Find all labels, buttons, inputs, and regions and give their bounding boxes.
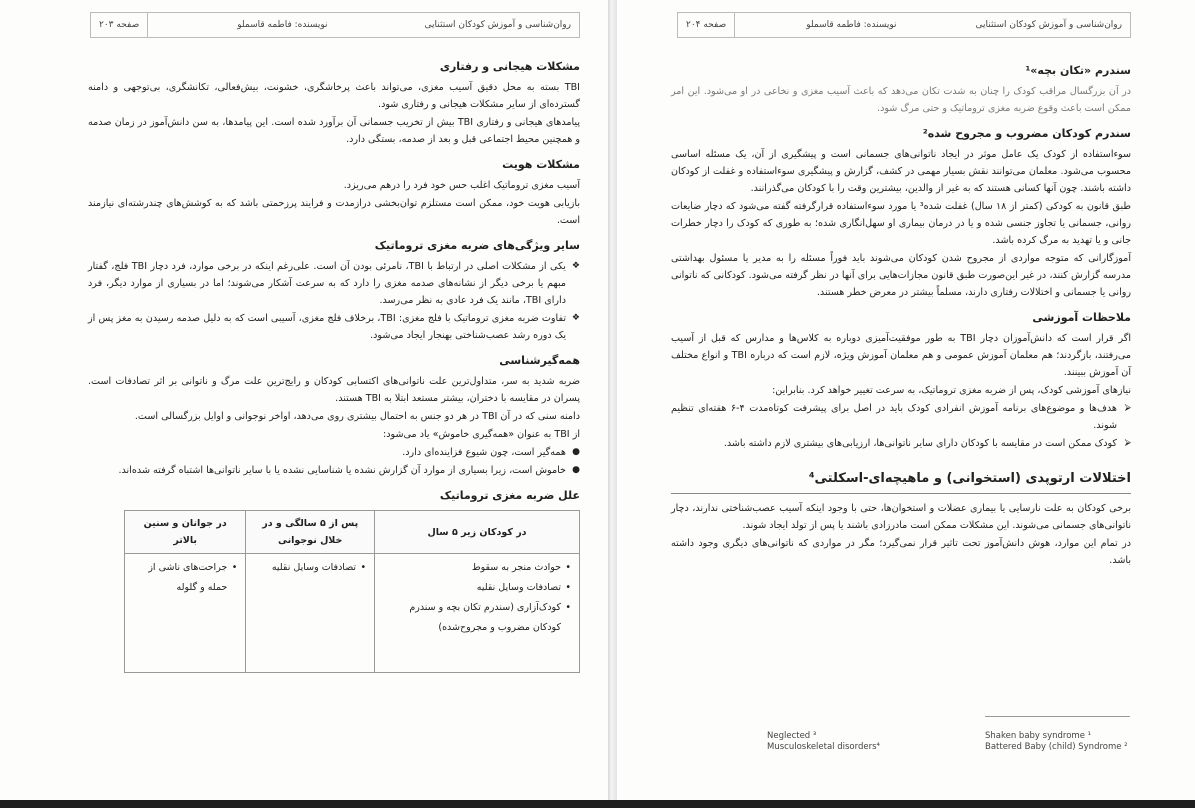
list-item: ⮚ هدف‌ها و موضوع‌های برنامه آموزش انفرادی کودک باید در اصل برای پیشرفت کوتاه‌مدت ۴-۶ هفته‌ای تنظیم شوند.: [671, 400, 1117, 434]
cause-item: • حوادث منجر به سقوط: [383, 558, 571, 578]
header-book-title: روان‌شناسی و آموزش کودکان استثنایی: [424, 20, 571, 30]
section-title: همه‌گیرشناسی: [499, 354, 580, 367]
paragraph: آسیب مغزی تروماتیک اغلب حس خود فرد را درهم می‌ریزد.: [343, 180, 580, 191]
cause-item: • تصادفات وسایل نقلیه: [383, 578, 571, 598]
arrow-check-icon: ⮚: [1124, 438, 1131, 448]
paragraph: طبق قانون به کودکی (کمتر از ۱۸ سال) غفلت شده³ یا مورد سوءاستفاده قرارگرفته گفته می‌شود که دچار ضایعات روانی، جسمانی یا تجاوز جنسی شده و یا در درمان بیماری او سهل‌انگاری شده؛ به طوری که کودک را دچار خطرات جانی و یا تهدید به مرگ کرده باشد.: [671, 201, 1131, 246]
section-title: اختلالات ارتوپدی (استخوانی) و ماهیچه‌ای-اسکلتی⁴: [808, 471, 1131, 486]
paragraph: دامنه سنی که در آن TBI در هر دو جنس به احتمال بیشتری روی می‌دهد، اواخر نوجوانی و اوایل بزرگسالی است.: [134, 411, 580, 422]
section-title: ملاحظات آموزشی: [1032, 311, 1131, 324]
header-page-number: صفحه ۲۰۴: [678, 13, 735, 37]
paragraph: در آن بزرگسال مراقب کودک را چنان به شدت تکان می‌دهد که باعث آسیب مغزی و نخاعی در او می‌شود. این امر ممکن است باعث وقوع ضربه مغزی تروماتیک و حتی مرگ شود.: [671, 86, 1131, 114]
footnote: Musculoskeletal disorders⁴: [767, 742, 880, 752]
viewer-bottom-edge: [0, 800, 1195, 808]
section-title: سایر ویژگی‌های ضربه مغزی تروماتیک: [374, 239, 580, 252]
diamond-bullet-icon: ❖: [571, 313, 580, 323]
section-divider: [671, 493, 1131, 494]
right-page: [617, 0, 1195, 800]
footnote-divider: [985, 716, 1130, 717]
paragraph: آموزگارانی که متوجه مواردی از مجروح شدن کودکان می‌شوند باید فوراً مسئله را به مدیر یا مسئول بهداشتی مدرسه گزارش کنند، در غیر این‌صورت طبق قانون مجازات‌هایی برای آنها در نظر گرفته می‌شود. کودکانی که ناتوانی روانی یا جسمانی و اختلالات رفتاری دارند، مسلماً بیشتر در معرض خطر هستند.: [671, 253, 1131, 298]
paragraph: پیامدهای هیجانی و رفتاری TBI بیش از تخریب جسمانی آن برآورد شده است. این پیامدها، به سن دانش‌آموز در زمان صدمه و همچنین محیط اجتماعی قبل و بعد از صدمه، بستگی دارد.: [88, 117, 580, 145]
footnotes-right-column: [985, 731, 1135, 753]
table-cell: [375, 554, 580, 673]
dot-bullet-icon: ●: [572, 465, 580, 475]
footnote: Neglected ³: [767, 731, 817, 741]
causes-table: [124, 510, 580, 673]
feature-list: [88, 258, 580, 344]
footnote: Battered Baby (child) Syndrome ²: [985, 742, 1128, 752]
section-title: سندرم «تکان بچه»¹: [1025, 64, 1131, 77]
header-author: نویسنده: فاطمه قاسملو: [806, 20, 897, 30]
cause-item: • جراحت‌های ناشی از حمله و گلوله: [133, 558, 237, 598]
table-cell: [246, 554, 375, 673]
page-header: [90, 12, 580, 38]
paragraph: برخی کودکان به علت نارسایی یا بیماری عضلات و استخوان‌ها، حتی با وجود اینکه آسیب عصب‌شناختی ندارند، دچار ناتوانی‌های جسمانی می‌شوند. این مشکلات ممکن است مادرزادی باشند یا پس از تولد ایجاد شوند.: [671, 503, 1131, 531]
section-title: علل ضربه مغزی تروماتیک: [439, 489, 580, 502]
arrow-check-icon: ⮚: [1124, 403, 1131, 413]
list-item: ❖ یکی از مشکلات اصلی در ارتباط با TBI، نامرئی بودن آن است. علی‌رغم اینکه در برخی موارد، فرد دچار TBI فلج، گفتار مبهم یا برخی دیگر از نشانه‌های صدمه مغزی را دارد که به سرعت آشکار می‌شوند؛ اما در بسیاری از موارد دیگر، فرد دارای TBI، مانند یک فرد عادی به نظر می‌رسد.: [88, 258, 566, 309]
paragraph: نیازهای آموزشی کودک، پس از ضربه مغزی تروماتیک، به سرعت تغییر خواهد کرد. بنابراین:: [772, 385, 1131, 396]
table-header: در جوانان و سنین بالاتر: [125, 511, 246, 554]
section-title: مشکلات هیجانی و رفتاری: [439, 60, 580, 73]
paragraph: اگر قرار است که دانش‌آموزان دچار TBI به طور موفقیت‌آمیزی دوباره به کلاس‌ها و مدارس که قبل از آسیب می‌رفتند، بازگردند؛ هم معلمان آموزش عمومی و هم معلمان آموزش ویژه، لازم است که درباره TBI و انواع مختلف آن آموزش ببینند.: [671, 333, 1131, 378]
paragraph: TBI بسته به محل دقیق آسیب مغزی، می‌تواند باعث پرخاشگری، خشونت، بیش‌فعالی، تکانشگری، بی‌توجهی و دامنه گسترده‌ای از سایر مشکلات هیجانی و رفتاری شود.: [88, 82, 580, 110]
footnotes-left-column: [767, 731, 897, 753]
dot-bullet-icon: ●: [572, 447, 580, 457]
cause-item: • تصادفات وسایل نقلیه: [254, 558, 366, 578]
list-item: ❖ تفاوت ضربه مغزی تروماتیک با فلج مغزی: TBI، برخلاف فلج مغزی، آسیبی است که به دلیل صدمه رسیدن به مغز پس از یک دوره رشد عصب‌شناختی بهنجار ایجاد می‌شود.: [88, 310, 566, 344]
table-header: در کودکان زیر ۵ سال: [375, 511, 580, 554]
table-cell: [125, 554, 246, 673]
paragraph: از TBI به عنوان «همه‌گیری خاموش» یاد می‌شود:: [383, 429, 580, 440]
dot-list: [88, 444, 580, 479]
book-gutter: [608, 0, 617, 800]
cause-item: • کودک‌آزاری (سندرم تکان بچه و سندرم کودکان مضروب و مجروح‌شده): [383, 598, 571, 638]
section-title: سندرم کودکان مضروب و مجروح شده²: [922, 127, 1131, 140]
header-page-number: صفحه ۲۰۳: [91, 13, 148, 37]
paragraph: بازیابی هویت خود، ممکن است مستلزم توان‌بخشی درازمدت و فرایند پرزحمتی باشد که به کوشش‌های چندرشته‌ای نیازمند است.: [88, 198, 580, 226]
list-item: ● همه‌گیر است، چون شیوع فزاینده‌ای دارد.: [88, 444, 566, 461]
list-item: ● خاموش است، زیرا بسیاری از موارد آن گزارش نشده یا شناسایی نشده یا با سایر ناتوانی‌ها اشتباه گرفته شده‌اند.: [88, 462, 566, 479]
paragraph: ضربه شدید به سر، متداول‌ترین علت ناتوانی‌های اکتسابی کودکان و رایج‌ترین علت مرگ و ناتوانی بر اثر تصادفات است. پسران در مقایسه با دختران، بیشتر مستعد ابتلا به TBI هستند.: [88, 376, 580, 404]
list-item: ⮚ کودک ممکن است در مقایسه با کودکان دارای سایر ناتوانی‌ها، ارزیابی‌های بیشتری لازم داشته باشد.: [671, 435, 1117, 452]
paragraph: در تمام این موارد، هوش دانش‌آموز تحت تاثیر قرار نمی‌گیرد؛ مگر در مواردی که ناتوانی‌های دیگری وجود داشته باشد.: [671, 538, 1131, 566]
right-body: [671, 54, 1131, 570]
page-header: [677, 12, 1131, 38]
table-header: پس از ۵ سالگی و در خلال نوجوانی: [246, 511, 375, 554]
diamond-bullet-icon: ❖: [571, 261, 580, 271]
header-book-title: روان‌شناسی و آموزش کودکان استثنایی: [975, 20, 1122, 30]
left-body: [88, 50, 580, 673]
section-title: مشکلات هویت: [502, 158, 580, 171]
header-author: نویسنده: فاطمه قاسملو: [237, 20, 328, 30]
check-list: [671, 400, 1131, 452]
paragraph: سوءاستفاده از کودک یک عامل موثر در ایجاد ناتوانی‌های جسمانی است و پیشگیری از آن، یک مسئله اساسی محسوب می‌شود. معلمان می‌توانند نقش بسیار مهمی در کشف، گزارش و پیشگیری سوءاستفاده و غفلت از کودکان داشته باشند. چون آنها کسانی هستند که به غیر از والدین، بیشترین وقت را با کودکان می‌گذرانند.: [671, 149, 1131, 194]
footnote: Shaken baby syndrome ¹: [985, 731, 1092, 741]
